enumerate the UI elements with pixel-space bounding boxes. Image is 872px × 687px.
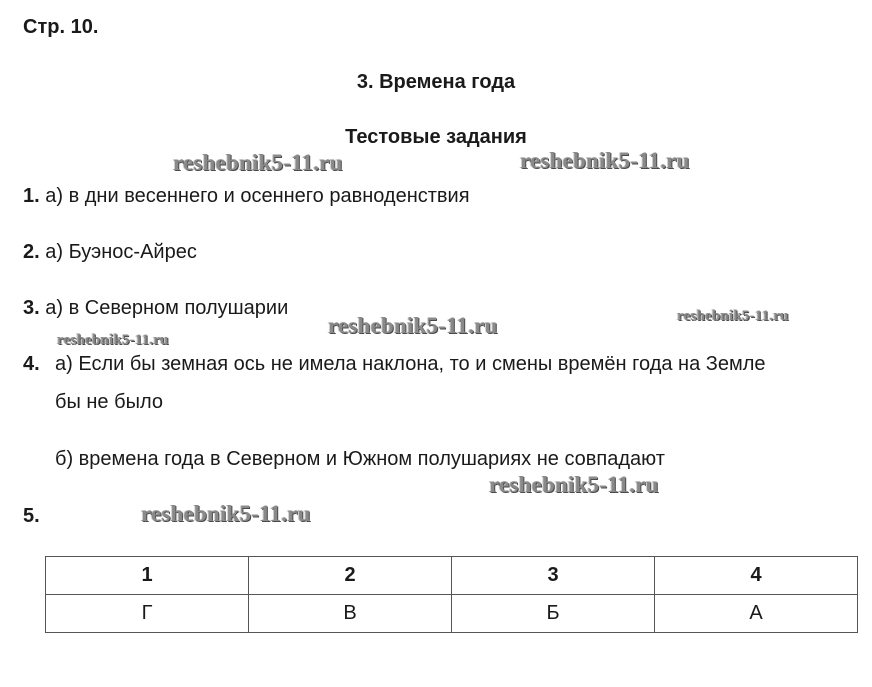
watermark: reshebnik5-11.ru [173, 150, 343, 175]
answer-text: а) в Северном полушарии [39, 297, 289, 319]
answer-1 [23, 185, 470, 208]
table-header-cell: 1 [46, 557, 249, 595]
watermark: reshebnik5-11.ru [520, 148, 690, 173]
answer-4-line1: а) Если бы земная ось не имела наклона, то и смены времён года на Земле [55, 353, 766, 375]
answer-4-b: б) времена года в Северном и Южном полушариях не совпадают [55, 448, 665, 470]
page-label: Стр. 10. [23, 16, 99, 38]
watermark: reshebnik5-11.ru [141, 501, 311, 526]
table-header-cell: 2 [249, 557, 452, 595]
answer-2 [23, 241, 197, 264]
answer-table [45, 556, 858, 633]
watermark: reshebnik5-11.ru [489, 472, 659, 497]
answer-4-line2: бы не было [55, 391, 163, 413]
section-title: 3. Времена года [356, 71, 516, 93]
table-header-row [46, 557, 858, 595]
table-header-cell: 4 [655, 557, 858, 595]
table-row [46, 595, 858, 633]
answer-number: 4. [23, 353, 40, 375]
answer-number: 3. [23, 297, 40, 319]
answer-number: 2. [23, 241, 40, 263]
table-cell: А [655, 595, 858, 633]
watermark: reshebnik5-11.ru [328, 313, 498, 338]
answer-4-number [23, 353, 40, 376]
table-header-cell: 3 [452, 557, 655, 595]
table-cell: Б [452, 595, 655, 633]
watermark: reshebnik5-11.ru [57, 332, 169, 348]
answer-text: а) Буэнос-Айрес [39, 241, 197, 263]
answer-5 [23, 505, 40, 528]
answer-text: а) в дни весеннего и осеннего равноденствия [39, 185, 470, 207]
table-cell: В [249, 595, 452, 633]
sub-title: Тестовые задания [345, 126, 527, 148]
answer-number: 5. [23, 505, 40, 527]
table-cell: Г [46, 595, 249, 633]
answer-3 [23, 297, 288, 320]
watermark: reshebnik5-11.ru [677, 308, 789, 324]
answer-number: 1. [23, 185, 40, 207]
